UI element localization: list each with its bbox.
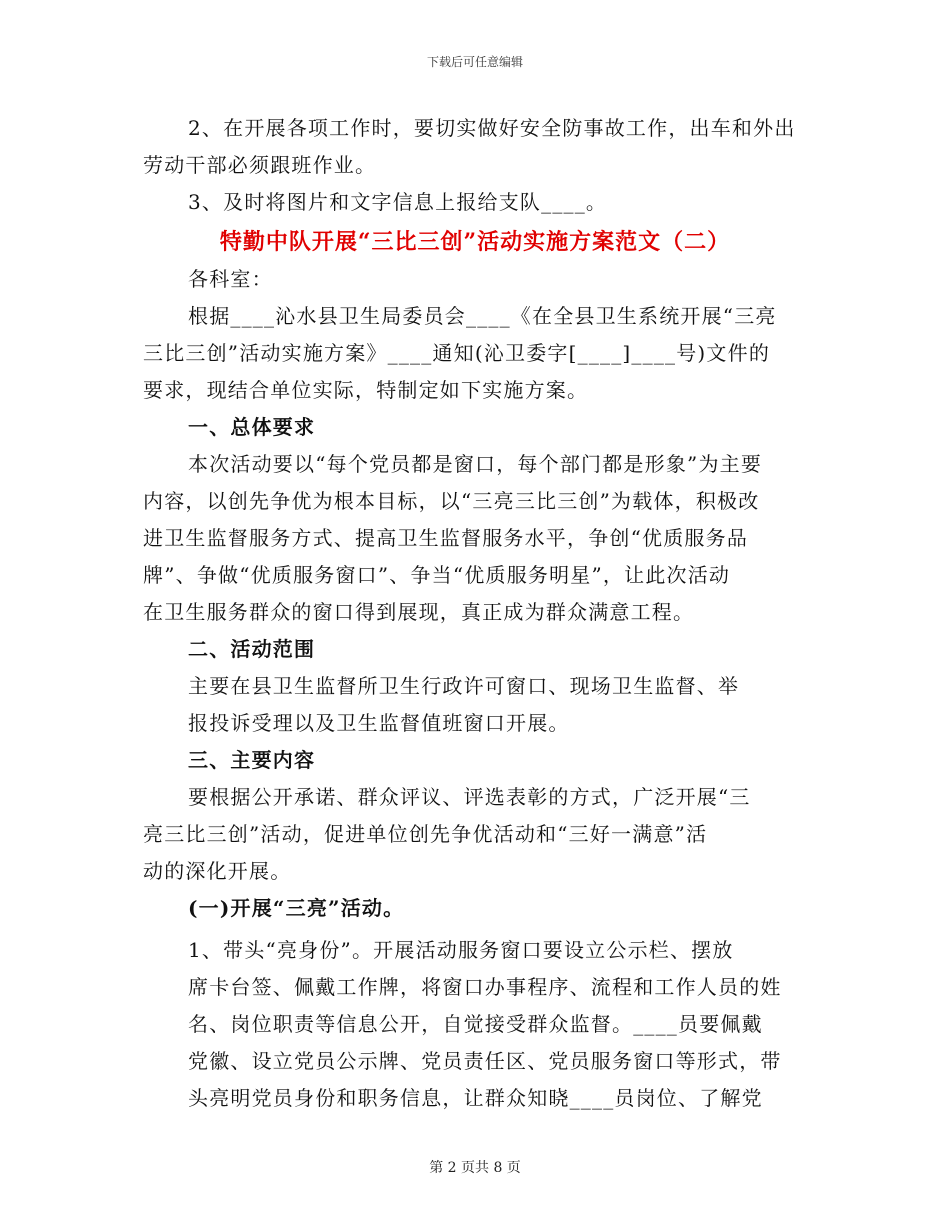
text-line: 根据____沁水县卫生局委员会____《在全县卫生系统开展“三亮 (188, 304, 777, 328)
text-line: 席卡台签、佩戴工作牌，将窗口办事程序、流程和工作人员的姓 (188, 975, 782, 999)
text-line: 要求，现结合单位实际，特制定如下实施方案。 (143, 378, 589, 402)
text-line: 1、带头“亮身份”。开展活动服务窗口要设立公示栏、摆放 (188, 938, 734, 962)
text-line: 劳动干部必须跟班作业。 (143, 153, 377, 177)
document-title: 特勤中队开展“三比三创”活动实施方案范文（二） (219, 229, 731, 255)
text-line: 内容，以创先争优为根本目标，以“三亮三比三创”为载体，积极改 (143, 489, 760, 513)
section-heading: 三、主要内容 (188, 748, 316, 772)
text-line: 名、岗位职责等信息公开，自觉接受群众监督。____员要佩戴 (188, 1012, 763, 1036)
text-line: 党徽、设立党员公示牌、党员责任区、党员服务窗口等形式，带 (188, 1049, 782, 1073)
text-line: 主要在县卫生监督所卫生行政许可窗口、现场卫生监督、举 (188, 674, 740, 698)
salutation: 各科室： (188, 267, 273, 291)
text-line: 动的深化开展。 (143, 859, 292, 883)
text-line: 进卫生监督服务方式、提高卫生监督服务水平，争创“优质服务品 (143, 526, 749, 550)
section-heading: 一、总体要求 (188, 415, 316, 439)
text-line: 亮三比三创”活动，促进单位创先争优活动和“三好一满意”活 (143, 822, 708, 846)
text-line: 3、及时将图片和文字信息上报给支队____。 (188, 190, 608, 214)
text-line: 在卫生服务群众的窗口得到展现，真正成为群众满意工程。 (143, 600, 695, 624)
text-line: 头亮明党员身份和职务信息，让群众知晓____员岗位、了解党 (188, 1086, 763, 1110)
page-header: 下载后可任意编辑 (426, 55, 523, 69)
subsection-heading: (一)开展“三亮”活动。 (188, 896, 405, 920)
text-line: 本次活动要以“每个党员都是窗口，每个部门都是形象”为主要 (188, 452, 763, 476)
text-line: 报投诉受理以及卫生监督值班窗口开展。 (188, 711, 570, 735)
text-line: 三比三创”活动实施方案》____通知(沁卫委字[____]____号)文件的 (143, 341, 771, 365)
text-line: 2、在开展各项工作时，要切实做好安全防事故工作，出车和外出 (188, 116, 796, 140)
page-footer: 第 2 页共 8 页 (429, 1160, 521, 1176)
section-heading: 二、活动范围 (188, 637, 316, 661)
text-line: 牌”、争做“优质服务窗口”、争当“优质服务明星”，让此次活动 (143, 563, 731, 587)
text-line: 要根据公开承诺、群众评议、评选表彰的方式，广泛开展“三 (188, 785, 751, 809)
